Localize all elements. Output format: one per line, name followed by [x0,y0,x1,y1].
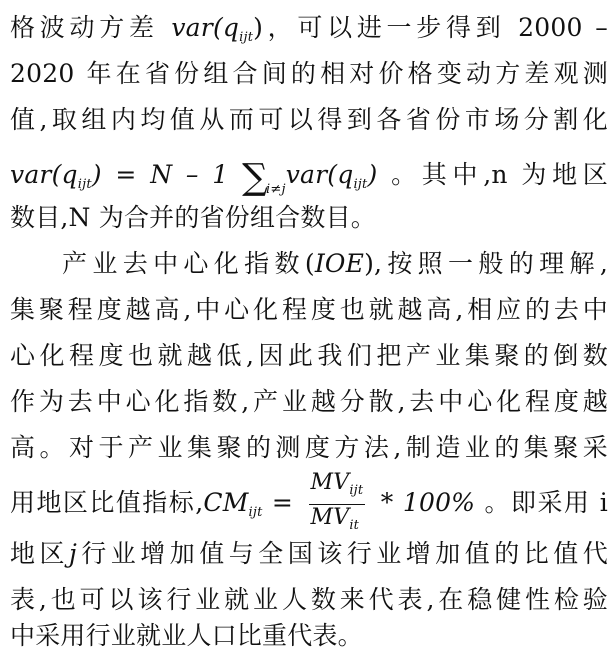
fraction-numerator [309,470,366,505]
math-subscript: it [349,518,360,533]
text-span: 用地区比值指标, [10,488,204,517]
text-span: )，可以进一步得到 2000 – [253,13,608,42]
math-subscript: ijt [248,505,263,520]
text-span: 产业去中心化指数( [62,249,315,278]
math-mv: MV [310,505,350,530]
math-ioe: IOE [314,249,365,278]
text-line-12 [10,534,608,574]
text-span: 。其中,n 为地区 [391,160,608,189]
text-span: 行业增加值与全国该行业增加值的比值代 [76,539,608,568]
text-line-5: 数目,N 为合并的省份组合数目。 [10,203,376,232]
math-subscript: ijt [77,177,92,192]
text-line-3: 值,取组内均值从而可以得到各省份市场分割化 [10,105,608,134]
text-line-8: 心化程度也就越低,因此我们把产业集聚的倒数 [10,341,608,370]
text-line-13: 表,也可以该行业就业人数来代表,在稳健性检验 [10,585,608,614]
text-line-7: 集聚程度越高,中心化程度也就越高,相应的去中 [10,295,608,324]
math-subscript: ijt [239,30,254,45]
math-subscript: ijt [353,177,368,192]
text-span: 。即采用 i [484,488,608,517]
math-mv: MV [310,470,350,495]
math-var-q: var(q [285,160,354,189]
math-var-q: var(q [10,160,78,189]
text-line-2: 2020 年在省份组合间的相对价格变动方差观测 [10,59,608,88]
summation-subscript: i≠j [266,182,286,197]
math-equals: = [262,488,303,517]
text-line-14: 中采用行业就业人口比重代表。 [10,621,363,650]
math-j: j [69,539,77,568]
text-span: 格波动方差 [10,13,172,42]
text-line-9: 作为去中心化指数,产业越分散,去中心化程度越 [10,387,608,416]
math-paren: ) [367,160,378,189]
fraction [309,470,366,534]
summation-symbol: ∑ [242,157,268,198]
math-percent: * 100% [371,488,485,517]
formula-line-cm [10,470,608,534]
text-span: 地区 [10,539,70,568]
text-line-10: 高。对于产业集聚的测度方法,制造业的集聚采 [10,433,608,462]
math-cm: CM [203,488,249,517]
fraction-denominator [309,505,366,534]
text-line-1 [10,8,608,48]
formula-line-variance [10,150,608,200]
math-var-q: var(q [171,13,240,42]
text-span: ),按照一般的理解, [364,249,608,278]
math-n-minus-one: ) = N – 1 [91,160,229,189]
math-subscript: ijt [349,483,364,498]
paragraph-2-first-line [62,244,608,284]
